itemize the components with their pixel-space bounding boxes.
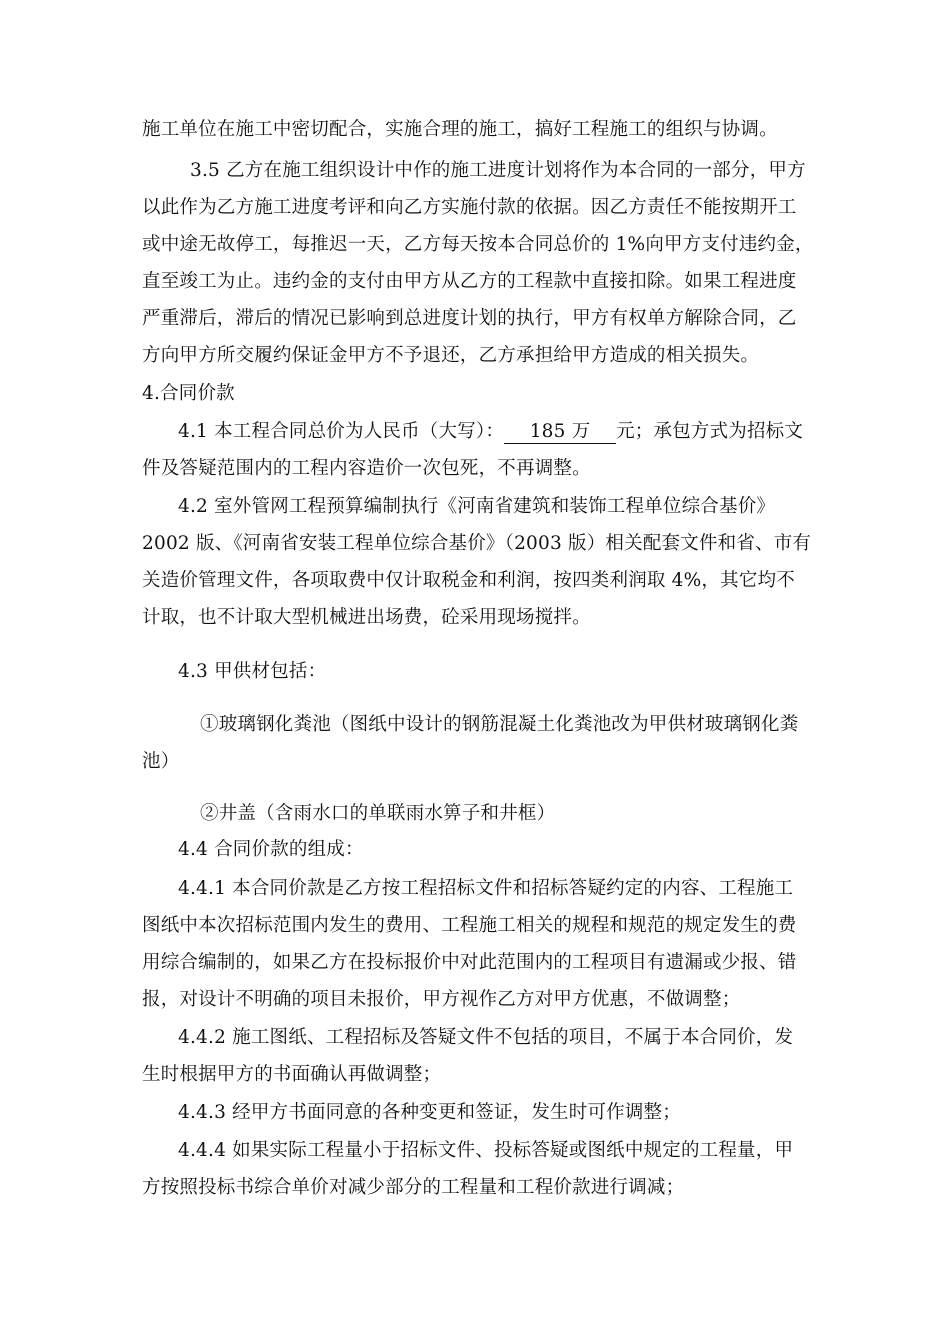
clause-4-1-text-end: 元；承包方式为招标文 bbox=[616, 421, 804, 442]
clause-4-4-2-line: 4.4.2 施工图纸、工程招标及答疑文件不包括的项目，不属于本合同价，发 bbox=[178, 1027, 794, 1048]
total-price-fill: 185 万 bbox=[504, 421, 616, 444]
supply-item-1: ①玻璃钢化粪池（图纸中设计的钢筋混凝土化粪池改为甲供材玻璃钢化粪 bbox=[200, 714, 799, 735]
clause-4-1-text: 4.1 本工程合同总价为人民币（大写）： bbox=[178, 421, 505, 442]
clause-4-4-3-line: 4.4.3 经甲方书面同意的各种变更和签证，发生时可作调整； bbox=[178, 1102, 681, 1123]
supply-item-2: ②井盖（含雨水口的单联雨水箅子和井框） bbox=[200, 803, 556, 824]
paragraph-line: 用综合编制的，如果乙方在投标报价中对此范围内的工程项目有遗漏或少报、错 bbox=[142, 952, 797, 973]
paragraph-line: 计取，也不计取大型机械进出场费，砼采用现场搅拌。 bbox=[142, 607, 591, 628]
paragraph-line: 或中途无故停工，每推迟一天，乙方每天按本合同总价的 1%向甲方支付违约金， bbox=[142, 234, 814, 255]
section-heading-4: 4.合同价款 bbox=[142, 383, 235, 404]
paragraph-line: 直至竣工为止。违约金的支付由甲方从乙方的工程款中直接扣除。如果工程进度 bbox=[142, 271, 797, 292]
paragraph-line: 以此作为乙方施工进度考评和向乙方实施付款的依据。因乙方责任不能按期开工 bbox=[142, 197, 797, 218]
paragraph-line: 关造价管理文件，各项取费中仅计取税金和利润，按四类利润取 4%，其它均不 bbox=[142, 570, 795, 591]
paragraph-line: 方按照投标书综合单价对减少部分的工程量和工程价款进行调减； bbox=[142, 1177, 685, 1198]
clause-4-3-heading: 4.3 甲供材包括： bbox=[178, 661, 327, 682]
clause-4-2-line: 4.2 室外管网工程预算编制执行《河南省建筑和装饰工程单位综合基价》 bbox=[178, 496, 776, 517]
paragraph-line: 报，对设计不明确的项目未报价，甲方视作乙方对甲方优惠，不做调整； bbox=[142, 989, 741, 1010]
supply-item-1-cont: 池） bbox=[142, 751, 180, 772]
paragraph-line: 严重滞后，滞后的情况已影响到总进度计划的执行，甲方有权单方解除合同，乙 bbox=[142, 308, 797, 329]
paragraph-line: 施工单位在施工中密切配合，实施合理的施工，搞好工程施工的组织与协调。 bbox=[142, 119, 778, 140]
clause-4-4-1-line: 4.4.1 本合同价款是乙方按工程招标文件和招标答疑约定的内容、工程施工 bbox=[178, 878, 794, 899]
paragraph-line: 2002 版、《河南省安装工程单位综合基价》（2003 版）相关配套文件和省、市有 bbox=[142, 533, 812, 554]
clause-4-1-line bbox=[178, 420, 803, 444]
paragraph-line: 件及答疑范围内的工程内容造价一次包死，不再调整。 bbox=[142, 458, 591, 479]
paragraph-line: 生时根据甲方的书面确认再做调整； bbox=[142, 1064, 442, 1085]
paragraph-line: 图纸中本次招标范围内发生的费用、工程施工相关的规程和规范的规定发生的费 bbox=[142, 915, 797, 936]
paragraph-3-5-line: 3.5 乙方在施工组织设计中作的施工进度计划将作为本合同的一部分，甲方 bbox=[190, 160, 806, 181]
paragraph-line: 方向甲方所交履约保证金甲方不予退还，乙方承担给甲方造成的相关损失。 bbox=[142, 345, 760, 366]
clause-4-4-heading: 4.4 合同价款的组成： bbox=[178, 839, 364, 860]
clause-4-4-4-line: 4.4.4 如果实际工程量小于招标文件、投标答疑或图纸中规定的工程量，甲 bbox=[178, 1140, 794, 1161]
